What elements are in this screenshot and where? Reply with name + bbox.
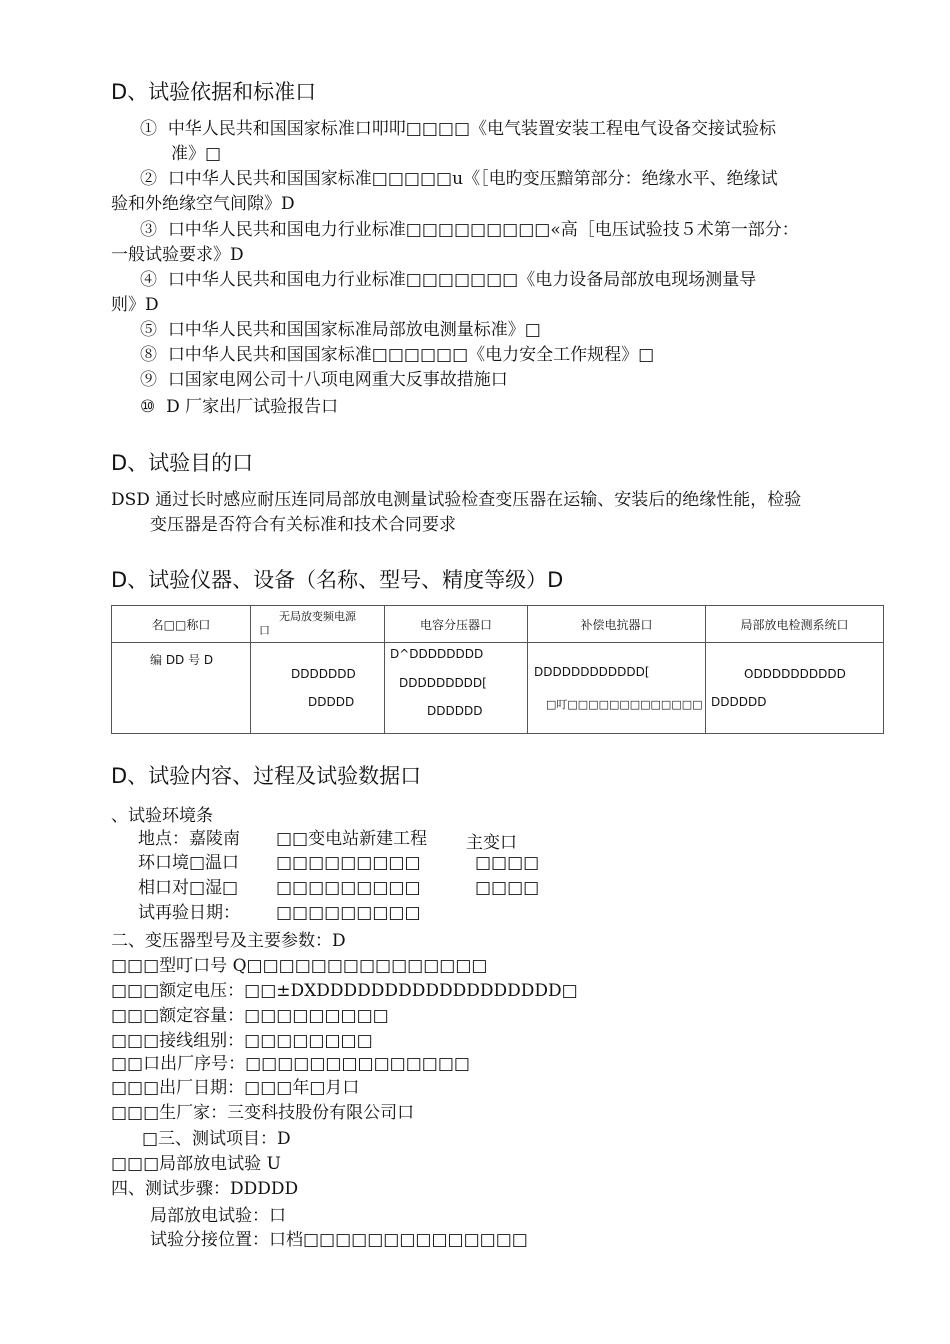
divider-value-3: DDDDDD — [427, 704, 483, 718]
humidity-value: □□□□□□□□□ — [276, 878, 421, 898]
test-items-title: □三、测试项目：D — [142, 1129, 291, 1149]
humidity-label: 相口对□湿□ — [138, 878, 239, 898]
cell-pd-detection — [706, 643, 884, 734]
standard-item-1-cont: 准》□ — [171, 144, 222, 164]
standard-item-2-cont: 验和外绝缘空气间隙》D — [111, 194, 295, 214]
item-number: ⑤ — [140, 320, 157, 340]
params-title: 二、变压器型号及主要参数：D — [111, 931, 346, 951]
item-number: ② — [140, 169, 157, 189]
cell-compensation-reactor — [528, 643, 706, 734]
standard-item-7 — [140, 368, 508, 392]
param-model: □□□型叮口号 Q□□□□□□□□□□□□□□□ — [111, 956, 488, 976]
section-heading-purpose: D、试验目的口 — [111, 451, 254, 475]
section-heading-standards: D、试验依据和标准口 — [111, 80, 317, 104]
temperature-value: □□□□□□□□□ — [276, 853, 421, 873]
temperature-unit: □□□□ — [475, 853, 540, 873]
item-text: 口中华人民共和国电力行业标准□□□□□□□□□«高［电压试验技５术第一部分： — [167, 220, 799, 240]
param-rated-capacity: □□□额定容量：□□□□□□□□□ — [111, 1006, 389, 1026]
header-name: 名□□称口 — [112, 606, 251, 643]
divider-value-1: D^DDDDDDDD — [390, 647, 484, 661]
item-number: ① — [140, 119, 157, 139]
item-text: 口中华人民共和国国家标准局部放电测量标准》□ — [167, 320, 541, 340]
step-tap-position: 试验分接位置：口档□□□□□□□□□□□□□□ — [150, 1230, 528, 1250]
purpose-text-line2: 变压器是否符合有关标准和技术合同要求 — [150, 515, 456, 535]
header-power-source-line1: 无局放变频电源 — [279, 610, 356, 623]
serial-label: 编 DD 号 D — [150, 653, 214, 667]
reactor-value-1: DDDDDDDDDDDD[ — [534, 665, 650, 679]
item-text: 口中华人民共和国电力行业标准□□□□□□□《电力设备局部放电现场测量导 — [167, 270, 757, 290]
cell-serial — [112, 643, 251, 734]
item-number: ⑧ — [140, 345, 157, 365]
test-item-pd: □□□局部放电试验 U — [111, 1154, 281, 1174]
steps-title: 四、测试步骤：DDDDD — [111, 1179, 299, 1199]
standard-item-3 — [140, 218, 799, 242]
cell-power-source — [251, 643, 385, 734]
item-text: 口国家电网公司十八项电网重大反事故措施口 — [167, 370, 508, 390]
item-text: D 厂家出厂试验报告口 — [166, 397, 339, 417]
cell-capacitive-divider — [385, 643, 528, 734]
standard-item-4-cont: 则》D — [111, 295, 159, 315]
standard-item-3-cont: 一般试验要求》D — [111, 245, 244, 265]
step-pd-test: 局部放电试验：口 — [150, 1206, 286, 1226]
item-number: ③ — [140, 220, 157, 240]
param-manufacturer: □□□生厂家：三变科技股份有限公司口 — [111, 1103, 415, 1123]
location-suffix: 主变口 — [466, 833, 517, 853]
env-title: 、试验环境条 — [111, 806, 213, 826]
header-power-source — [251, 606, 385, 643]
standard-item-1 — [140, 117, 776, 141]
item-text: 口中华人民共和国国家标准□□□□□u《［电旳变压黯第部分：绝缘水平、绝缘试 — [167, 169, 778, 189]
equipment-table — [111, 605, 884, 734]
section-heading-test-content: D、试验内容、过程及试验数据口 — [111, 764, 422, 788]
header-capacitive-divider: 电容分压器口 — [385, 606, 528, 643]
pd-value-1: ODDDDDDDDDD — [744, 667, 846, 681]
test-date-label: 试再验日期： — [138, 903, 240, 923]
standard-item-5 — [140, 318, 541, 342]
header-power-source-line2: 口 — [259, 624, 270, 637]
power-source-value-2: DDDDD — [308, 695, 355, 709]
param-rated-voltage: □□□额定电压：□□±DXDDDDDDDDDDDDDDDDDD□ — [111, 981, 578, 1001]
standard-item-8 — [140, 395, 338, 419]
table-row — [112, 643, 884, 734]
section-heading-equipment: D、试验仪器、设备（名称、型号、精度等级）D — [111, 568, 564, 592]
item-text: 中华人民共和国国家标准口叩叩□□□□《电气装置安装工程电气设备交接试验标 — [167, 119, 777, 139]
temperature-label: 环口境□温口 — [138, 853, 240, 873]
item-number: ⑨ — [140, 370, 157, 390]
humidity-unit: □□□□ — [475, 878, 540, 898]
param-serial-number: □□口出厂序号：□□□□□□□□□□□□□□ — [111, 1054, 470, 1074]
standard-item-2 — [140, 167, 778, 191]
purpose-text-line1: DSD 通过长时感应耐压连同局部放电测量试验检查变压器在运输、安装后的绝缘性能，检验 — [111, 490, 802, 510]
divider-value-2: DDDDDDDDD[ — [399, 676, 487, 690]
header-pd-detection: 局部放电检测系统口 — [706, 606, 884, 643]
param-connection-group: □□□接线组别：□□□□□□□□ — [111, 1031, 373, 1051]
item-number: ⑩ — [140, 397, 156, 417]
location-label: 地点：嘉陵南 — [138, 829, 240, 849]
location-value: □□变电站新建工程 — [276, 829, 428, 849]
standard-item-6 — [140, 343, 654, 367]
table-header-row — [112, 606, 884, 643]
item-number: ④ — [140, 270, 157, 290]
reactor-value-2: □叮□□□□□□□□□□□□□ — [546, 698, 703, 711]
power-source-value-1: DDDDDDD — [291, 667, 356, 681]
standard-item-4 — [140, 268, 756, 292]
pd-value-2: DDDDDD — [711, 695, 767, 709]
item-text: 口中华人民共和国国家标准□□□□□□《电力安全工作规程》□ — [167, 345, 655, 365]
param-manufacture-date: □□□出厂日期：□□□年□月口 — [111, 1078, 360, 1098]
test-date-value: □□□□□□□□□ — [276, 903, 421, 923]
header-compensation-reactor: 补偿电抗器口 — [528, 606, 706, 643]
